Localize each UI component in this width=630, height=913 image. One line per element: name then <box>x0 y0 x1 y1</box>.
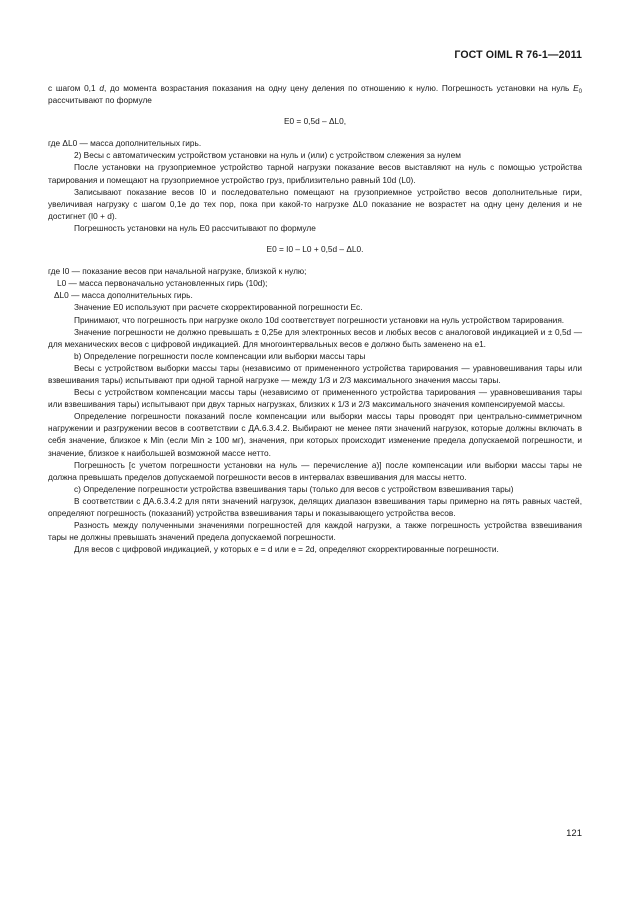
paragraph: 2) Весы с автоматическим устройством установки на нуль и (или) с устройством слежения за нулем <box>74 150 461 161</box>
paragraph: Весы с устройством компенсации массы тары (независимо от примененного устройства тарирования — уравновешивания тары или взвешивания тары) испытывают при двух тарных нагрузках, близких к 1/3 и 2/3 максимального значения компенсируемой массы. <box>48 387 582 410</box>
section-heading: b) Определение погрешности после компенсации или выборки массы тары <box>74 350 366 361</box>
paragraph: Записывают показание весов I0 и последовательно помещают на грузоприемное устройство весов дополнительные гири, увеличивая нагрузку с шагом 0,1e до тех пор, пока при какой-то нагрузке ΔL0 показание не возрастет на одну цену деления и не достигнет (I0 + d). <box>48 186 582 221</box>
section-heading: с) Определение погрешности устройства взвешивания тары (только для весов с устройством взвешивания тары) <box>74 483 514 494</box>
paragraph: Погрешность установки на нуль E0 рассчитывают по формуле <box>74 222 316 233</box>
paragraph: Погрешность [с учетом погрешности установки на нуль — перечисление а)] после компенсации или выборки массы тары не должна превышать пределов допускаемой погрешности весов в интервалах взвешивания для массы нетто. <box>48 459 582 482</box>
document-body <box>48 82 582 555</box>
paragraph: В соответствии с ДА.6.3.4.2 для пяти значений нагрузок, делящих диапазон взвешивания тары примерно на пять равных частей, определяют погрешность (показаний) устройства взвешивания тары и показывающего устройства весов. <box>48 495 582 518</box>
paragraph: Значение погрешности не должно превышать ± 0,25e для электронных весов и любых весов с аналоговой индикацией и ± 0,5d — для механических весов с цифровой индикацией. Для многоинтервальных весов e должно быть заменено на e1. <box>48 326 582 349</box>
where-clause: L0 — масса первоначально установленных гирь (10d); <box>57 278 268 289</box>
formula-e0-first: E0 = 0,5d – ΔL0, <box>283 116 347 127</box>
paragraph: с шагом 0,1 d, до момента возрастания показания на одну цену деления по отношению к нулю. Погрешность установки на нуль $E_0$ рассчитывают по формуле <box>48 83 582 106</box>
paragraph: Значение E0 используют при расчете скорректированной погрешности Ec. <box>74 302 363 313</box>
where-clause: ΔL0 — масса дополнительных гирь. <box>54 290 193 301</box>
paragraph: Весы с устройством выборки массы тары (независимо от примененного устройства тарирования — уравновешивания тары или взвешивания тары) испытывают при одной тарной нагрузке — между 1/3 и 2/3 максимального значения массы тары. <box>48 362 582 385</box>
where-clause: где I0 — показание весов при начальной нагрузке, близкой к нулю; <box>48 266 307 277</box>
paragraph: Определение погрешности показаний после компенсации или выборки массы тары проводят при центрально-симметричном нагружении и разгружении весов в соответствии с ДА.6.3.4.2. Выбирают не менее пяти значений нагрузок, которые должны включать в себя значение, близкое к Min (если Min ≥ 100 мг), значения, при которых происходит изменение предела допускаемой погрешности, и значение, близкое к наибольшей возможной массе нетто. <box>48 411 582 458</box>
paragraph: Разность между полученными значениями погрешностей для каждой нагрузки, а также погрешность устройства взвешивания тары не должны превышать значений предела допускаемой погрешности. <box>48 520 582 543</box>
page-number: 121 <box>566 828 582 839</box>
paragraph: После установки на грузоприемное устройство тарной нагрузки показание весов выставляют на нуль с помощью устройства тарирования и помещают на грузоприемное устройство груз, приблизительно равный 10d (L0). <box>48 162 582 185</box>
formula-e0-second: E0 = I0 – L0 + 0,5d – ΔL0. <box>266 244 364 255</box>
where-clause: где ΔL0 — масса дополнительных гирь. <box>48 138 202 149</box>
document-header: ГОСТ OIML R 76-1—2011 <box>454 49 582 61</box>
paragraph: Принимают, что погрешность при нагрузке около 10d соответствует погрешности установки на нуль устройством тарирования. <box>74 314 565 325</box>
paragraph: Для весов с цифровой индикацией, у которых e = d или e = 2d, определяют скорректированные погрешности. <box>74 544 499 555</box>
